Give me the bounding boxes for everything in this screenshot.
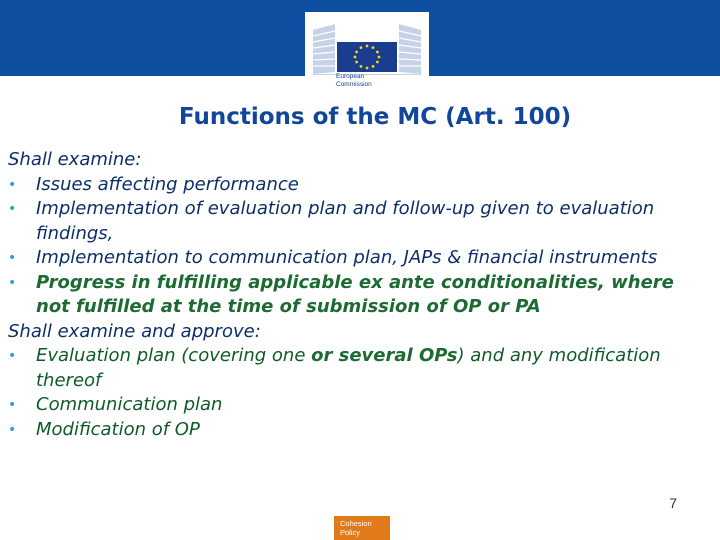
section-heading-examine-approve: Shall examine and approve: [8,320,261,342]
bullet-icon: • [8,274,17,291]
list-item [8,173,708,198]
section-heading-examine: Shall examine: [8,149,142,170]
bullet-icon: • [8,348,17,364]
page-number: 7 [669,495,677,511]
bullet-icon: • [8,176,17,193]
list-item [8,271,708,320]
list-item-text: Implementation of evaluation plan and follow-up given to evaluation findings, [36,198,655,244]
list-item [8,418,708,443]
badge-line-2: Policy [340,528,361,537]
logo-line-commission: Commission [336,81,372,88]
list-item [8,344,708,393]
list-item [8,197,708,246]
list-item-text-part: ) and any modification thereof [36,345,661,391]
list-item-text-bold: or several OPs [311,345,458,366]
list-item [8,246,708,271]
cohesion-policy-badge [334,516,390,540]
list-item-text [36,345,661,391]
bullet-icon: • [8,201,17,217]
badge-line-1: Cohesion [340,519,372,528]
logo-line-european: European [336,73,365,80]
list-item-text: Communication plan [36,394,223,415]
slide-body [8,148,708,442]
bullet-icon: • [8,397,17,413]
list-item-text-highlight: Progress in fulfilling applicable ex ante conditionalities, where not fulfilled at the time of submission of OP or PA [36,271,674,317]
list-item-text: Issues affecting performance [36,173,299,195]
list-item-text-part: Evaluation plan (covering one [36,345,312,366]
list-item-text: Implementation to communication plan, JAPs & financial instruments [36,247,658,268]
list-item-text: Modification of OP [36,418,200,440]
logo-caption [336,73,396,89]
slide-title: Functions of the MC (Art. 100) [178,104,572,130]
bullet-icon: • [8,250,17,266]
bullet-icon: • [8,421,17,438]
list-item [8,393,708,418]
